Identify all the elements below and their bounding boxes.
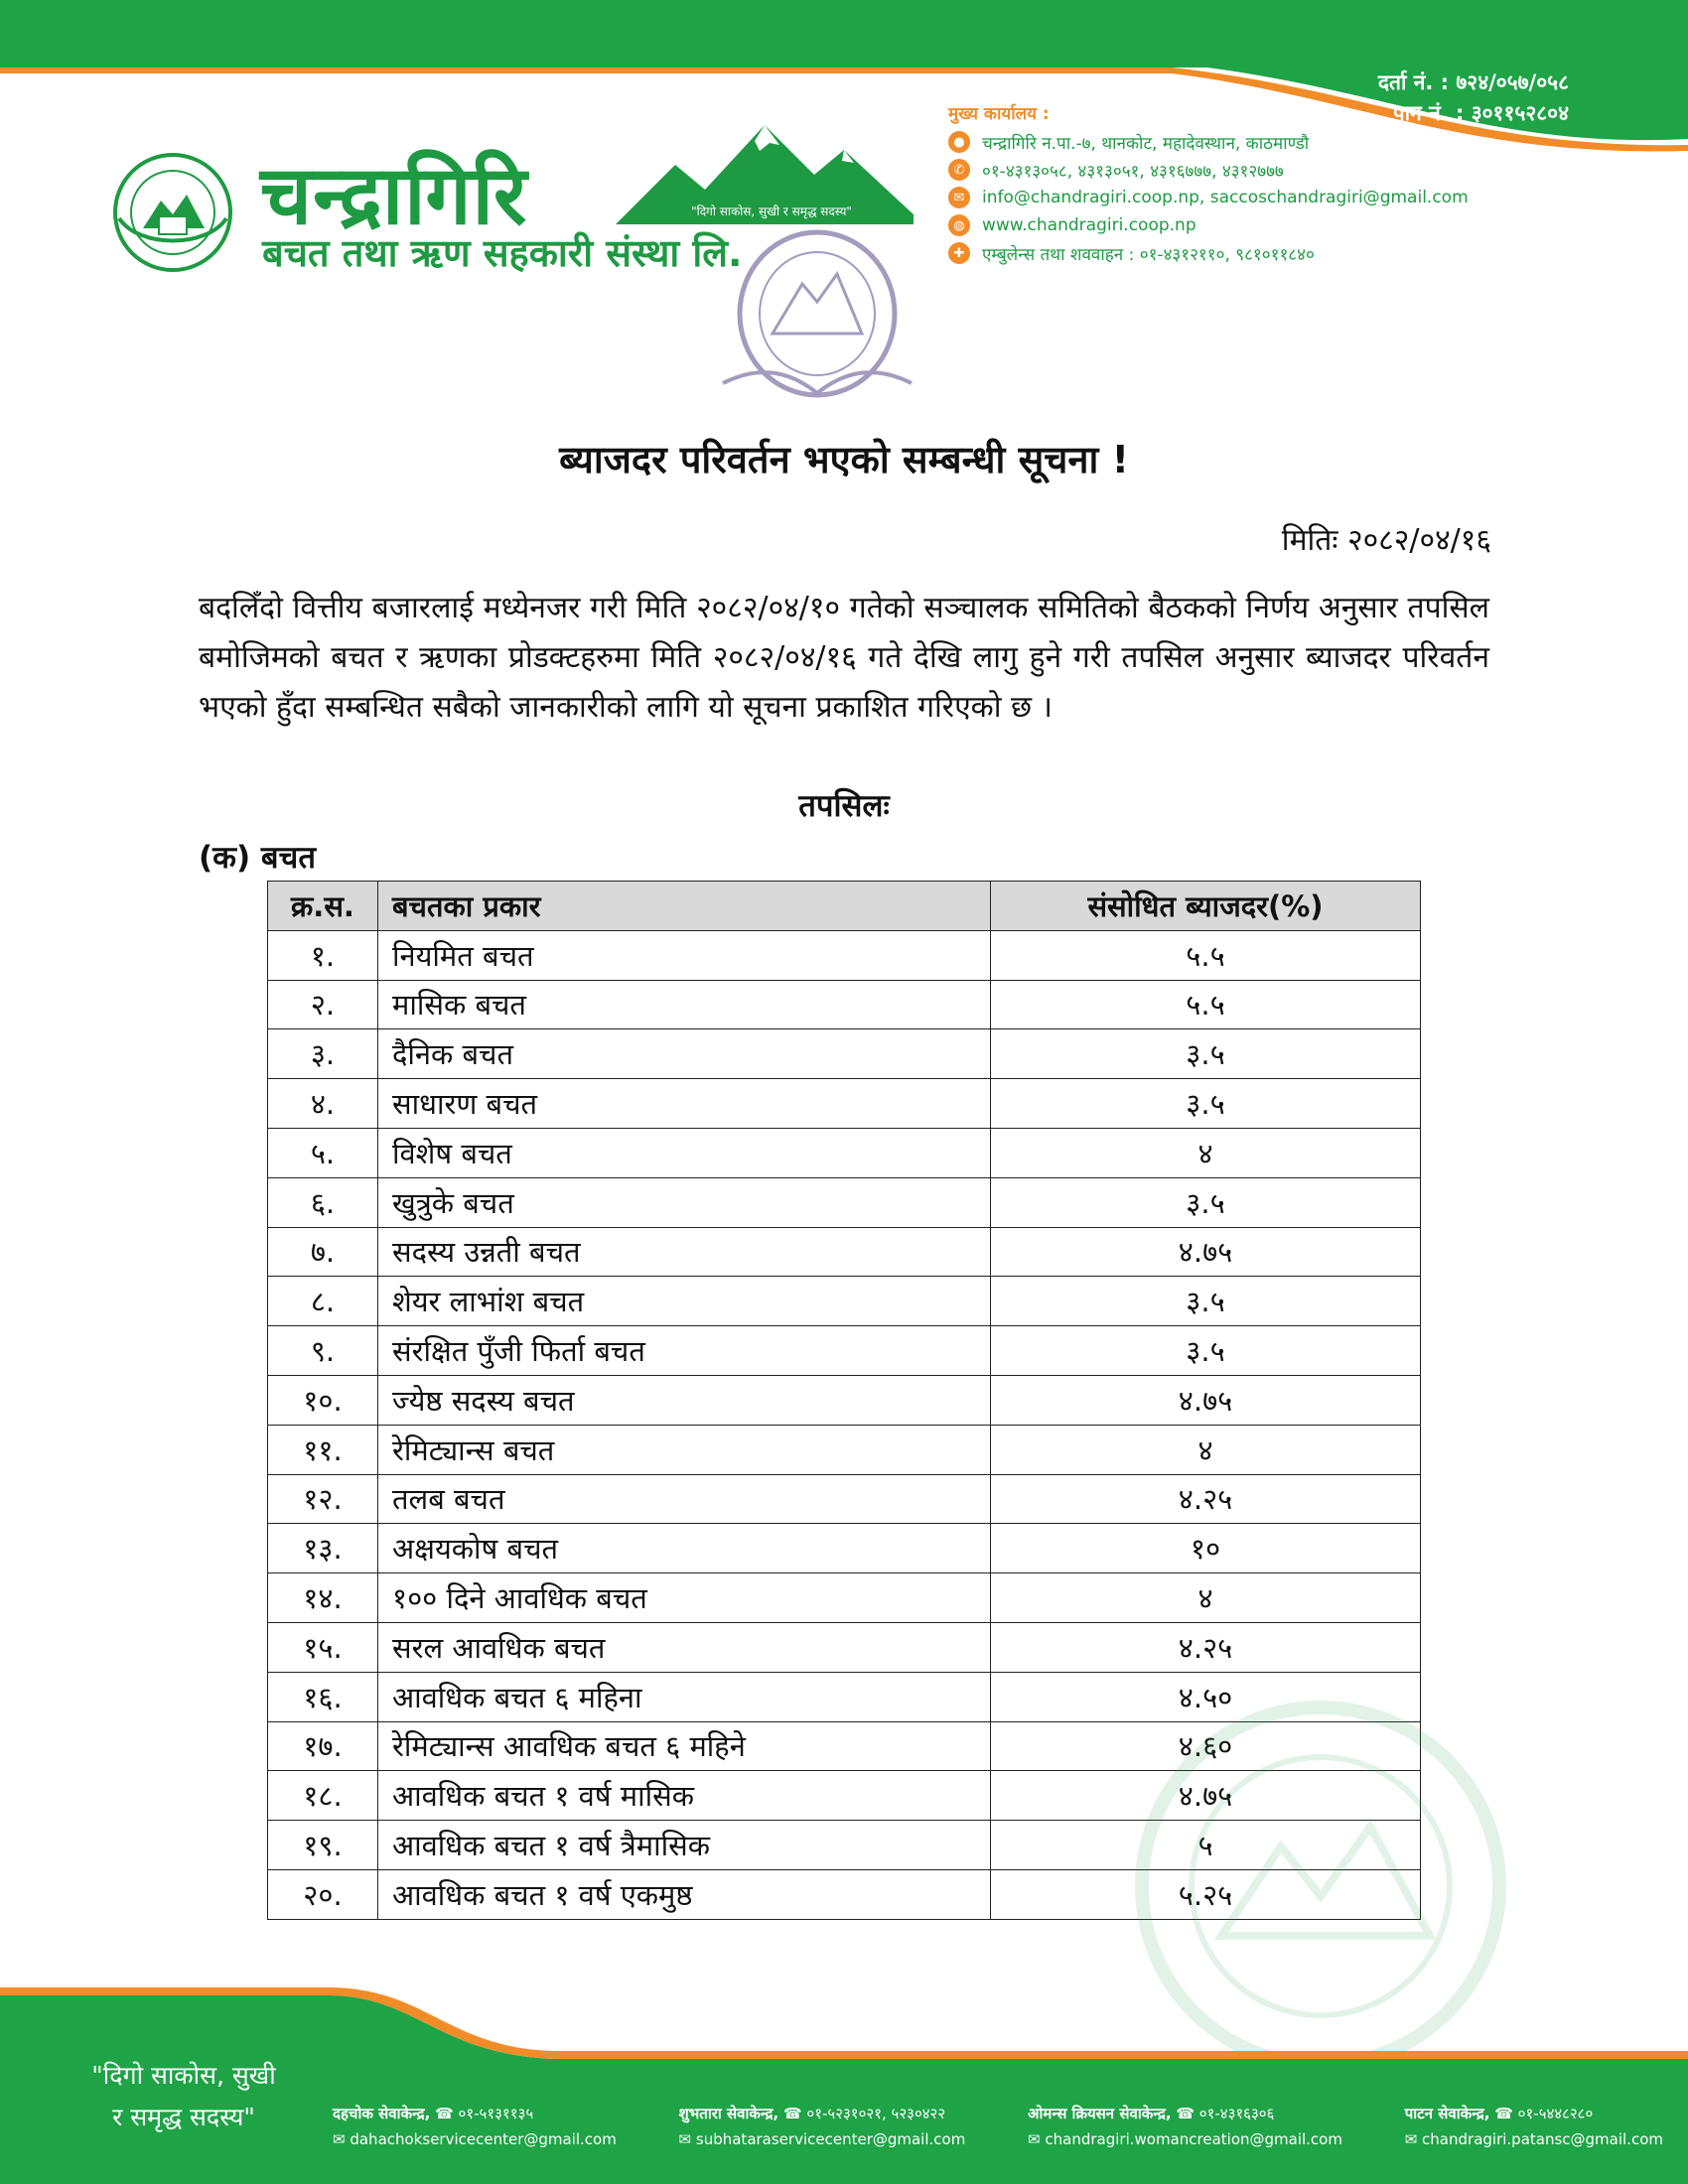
- cell-rate: ५.५: [991, 980, 1421, 1029]
- service-center-email[interactable]: ✉ subhataraservicecenter@gmail.com: [678, 2130, 966, 2148]
- cell-savings-type: दैनिक बचत: [378, 1029, 991, 1079]
- cell-savings-type: मासिक बचत: [378, 980, 991, 1029]
- cell-serial: ३.: [268, 1029, 378, 1079]
- service-center-email[interactable]: ✉ dahachokservicecenter@gmail.com: [333, 2130, 617, 2148]
- cell-serial: २०.: [268, 1869, 378, 1919]
- contact-email[interactable]: ✉ info@chandragiri.coop.np, saccoschandragiri@gmail.com: [948, 184, 1469, 211]
- cell-serial: २.: [268, 980, 378, 1029]
- pan-number: पान नं. : ३०११५२८०४: [1392, 101, 1569, 125]
- cell-savings-type: आवधिक बचत १ वर्ष मासिक: [378, 1771, 991, 1821]
- service-centers: [333, 2101, 1663, 2152]
- cell-serial: १८.: [268, 1771, 378, 1821]
- cell-savings-type: साधारण बचत: [378, 1079, 991, 1129]
- logo-seal-icon: [109, 149, 236, 276]
- footer-slogan: "दिगो साकोस, सुखी र समृद्ध सदस्य": [91, 2061, 276, 2131]
- email-icon: ✉: [948, 187, 970, 208]
- email-icon: ✉: [1404, 2130, 1423, 2148]
- email-icon: ✉: [333, 2130, 351, 2148]
- section-heading-savings: (क) बचत: [199, 840, 316, 876]
- cell-rate: ३.५: [991, 1277, 1421, 1326]
- service-center-email[interactable]: ✉ chandragiri.womancreation@gmail.com: [1028, 2130, 1342, 2148]
- cell-serial: ११.: [268, 1425, 378, 1474]
- service-center-email[interactable]: ✉ chandragiri.patansc@gmail.com: [1404, 2130, 1663, 2148]
- cell-serial: १३.: [268, 1524, 378, 1573]
- table-row: [268, 1029, 1421, 1079]
- notice-body: बदलिँदो वित्तीय बजारलाई मध्येनजर गरी मिति २०८२/०४/१० गतेको सञ्चालक समितिको बैठकको निर्णय अनुसार तपसिल बमोजिमको बचत र ऋणका प्रोडक्टहरुमा मिति २०८२/०४/१६ गते देखि लागु हुने गरी तपसिल अनुसार ब्याजदर परिवर्तन भएको हुँदा सम्बन्धित सबैको जानकारीको लागि यो सूचना प्रकाशित गरिएको छ ।: [199, 591, 1489, 725]
- cell-serial: १७.: [268, 1721, 378, 1771]
- cell-rate: ३.५: [991, 1177, 1421, 1227]
- table-row: [268, 930, 1421, 980]
- cell-serial: ९.: [268, 1326, 378, 1376]
- cell-rate: ३.५: [991, 1326, 1421, 1376]
- cell-savings-type: आवधिक बचत १ वर्ष एकमुष्ठ: [378, 1869, 991, 1919]
- location-pin-icon: ●: [948, 131, 970, 153]
- ambulance-icon: ✚: [948, 242, 970, 264]
- table-row: [268, 1622, 1421, 1672]
- contact-phone: ✆ ०१-४३१३०५८, ४३१३०५१, ४३१६७७७, ४३१२७७७: [948, 156, 1469, 184]
- table-row: [268, 1128, 1421, 1177]
- cell-serial: ८.: [268, 1277, 378, 1326]
- office-title: मुख्य कार्यालय :: [948, 104, 1050, 124]
- cell-savings-type: शेयर लाभांश बचत: [378, 1277, 991, 1326]
- cell-savings-type: सदस्य उन्नती बचत: [378, 1227, 991, 1277]
- cell-rate: ४.५०: [991, 1672, 1421, 1721]
- col-header-type: बचतका प्रकार: [378, 882, 991, 931]
- cell-serial: १४.: [268, 1573, 378, 1623]
- cell-rate: ५.२५: [991, 1869, 1421, 1919]
- table-row: [268, 1326, 1421, 1376]
- cell-serial: १०.: [268, 1375, 378, 1425]
- cell-savings-type: नियमित बचत: [378, 930, 991, 980]
- cell-serial: १.: [268, 930, 378, 980]
- table-row: [268, 1573, 1421, 1623]
- phone-icon: ✆: [948, 159, 970, 181]
- cell-rate: ४: [991, 1425, 1421, 1474]
- cell-savings-type: रेमिट्यान्स बचत: [378, 1425, 991, 1474]
- cell-serial: १६.: [268, 1672, 378, 1721]
- cell-serial: १५.: [268, 1622, 378, 1672]
- cell-rate: ४.२५: [991, 1474, 1421, 1524]
- org-name: चन्द्रागिरि: [260, 148, 528, 243]
- table-row: [268, 1375, 1421, 1425]
- table-header-row: [268, 882, 1421, 931]
- official-stamp-icon: [703, 224, 931, 403]
- cell-savings-type: अक्षयकोष बचत: [378, 1524, 991, 1573]
- globe-icon: ◍: [948, 214, 970, 236]
- service-center-womancreation: ओमन्स क्रियसन सेवाकेन्द्र, ☎ ०१-४३१६३०६ ✉ chandragiri.womancreation@gmail.com: [1028, 2101, 1342, 2152]
- cell-rate: ३.५: [991, 1029, 1421, 1079]
- cell-serial: १२.: [268, 1474, 378, 1524]
- cell-rate: ५.५: [991, 930, 1421, 980]
- table-row: [268, 1474, 1421, 1524]
- cell-rate: १०: [991, 1524, 1421, 1573]
- cell-savings-type: संरक्षित पुँजी फिर्ता बचत: [378, 1326, 991, 1376]
- cell-savings-type: आवधिक बचत १ वर्ष त्रैमासिक: [378, 1821, 991, 1870]
- table-row: [268, 1277, 1421, 1326]
- registration-number: दर्ता नं. : ७२४/०५७/०५८: [1377, 70, 1569, 94]
- cell-savings-type: विशेष बचत: [378, 1128, 991, 1177]
- table-row: [268, 980, 1421, 1029]
- table-row: [268, 1524, 1421, 1573]
- cell-savings-type: १०० दिने आवधिक बचत: [378, 1573, 991, 1623]
- cell-serial: ५.: [268, 1128, 378, 1177]
- cell-rate: ४: [991, 1128, 1421, 1177]
- contact-website[interactable]: ◍ www.chandragiri.coop.np: [948, 211, 1469, 239]
- table-row: [268, 1227, 1421, 1277]
- details-heading: तपसिलः: [798, 788, 890, 824]
- cell-rate: ४.६०: [991, 1721, 1421, 1771]
- col-header-rate: संसोधित ब्याजदर(%): [991, 882, 1421, 931]
- cell-serial: ७.: [268, 1227, 378, 1277]
- cell-rate: ४.७५: [991, 1375, 1421, 1425]
- org-subtitle: बचत तथा ऋण सहकारी संस्था लि.: [262, 231, 743, 275]
- cell-serial: ६.: [268, 1177, 378, 1227]
- cell-rate: ४.७५: [991, 1227, 1421, 1277]
- notice-title: ब्याजदर परिवर्तन भएको सम्बन्धी सूचना !: [559, 438, 1129, 481]
- email-icon: ✉: [1028, 2130, 1046, 2148]
- cell-savings-type: रेमिट्यान्स आवधिक बचत ६ महिने: [378, 1721, 991, 1771]
- cell-savings-type: खुत्रुके बचत: [378, 1177, 991, 1227]
- notice-date: मितिः २०८२/०४/१६: [1281, 523, 1491, 558]
- table-row: [268, 1079, 1421, 1129]
- cell-savings-type: ज्येष्ठ सदस्य बचत: [378, 1375, 991, 1425]
- table-row: [268, 1177, 1421, 1227]
- service-center-dahachok: दहचोक सेवाकेन्द्र, ☎ ०१-५१३११३५ ✉ dahachokservicecenter@gmail.com: [333, 2101, 617, 2152]
- table-row: [268, 1425, 1421, 1474]
- cell-savings-type: तलब बचत: [378, 1474, 991, 1524]
- cell-serial: ४.: [268, 1079, 378, 1129]
- cell-savings-type: सरल आवधिक बचत: [378, 1622, 991, 1672]
- head-office-contacts: [948, 101, 1469, 267]
- cell-rate: ४: [991, 1573, 1421, 1623]
- email-icon: ✉: [678, 2130, 696, 2148]
- cell-rate: ५: [991, 1821, 1421, 1870]
- header-slogan: "दिगो साकोस, सुखी र समृद्ध सदस्य": [647, 201, 896, 222]
- contact-address: ● चन्द्रागिरि न.पा.-७, थानकोट, महादेवस्थान, काठमाण्डौ: [948, 128, 1469, 156]
- col-header-serial: क्र.स.: [268, 882, 378, 931]
- cell-savings-type: आवधिक बचत ६ महिना: [378, 1672, 991, 1721]
- service-center-subhatara: शुभतारा सेवाकेन्द्र, ☎ ०१-५२३१०२१, ५२३०४२२ ✉ subhataraservicecenter@gmail.com: [679, 2101, 966, 2152]
- cell-serial: १९.: [268, 1821, 378, 1870]
- cell-rate: ४.७५: [991, 1771, 1421, 1821]
- service-center-patan: पाटन सेवाकेन्द्र, ☎ ०१-५४४८२८० ✉ chandragiri.patansc@gmail.com: [1405, 2101, 1663, 2152]
- cell-rate: ४.२५: [991, 1622, 1421, 1672]
- contact-ambulance: ✚ एम्बुलेन्स तथा शववाहन : ०१-४३१२११०, ९८१०११८४०: [948, 239, 1469, 267]
- cell-rate: ३.५: [991, 1079, 1421, 1129]
